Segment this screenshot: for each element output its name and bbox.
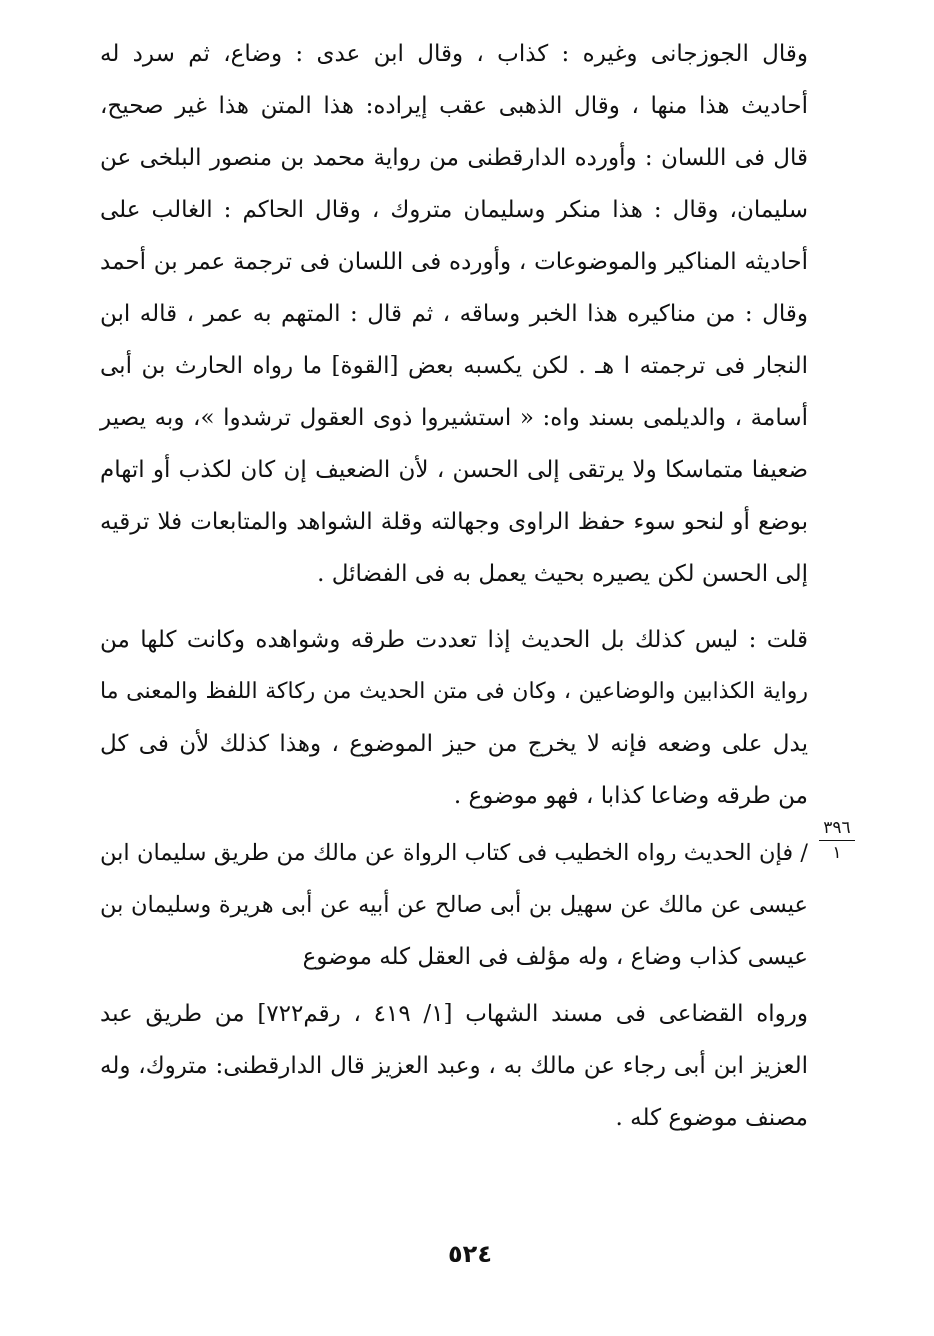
paragraph-1 (100, 28, 808, 600)
margin-reference (812, 818, 862, 863)
text-line: ورواه القضاعى فى مسند الشهاب [١/ ٤١٩ ، رقم٧٢٢] من طريق عبد (100, 1001, 808, 1027)
text-line: من طرقه وضاعا كذابا ، فهو موضوع . (453, 783, 808, 809)
text-line: يدل على وضعه فإنه لا يخرج من حيز الموضوع ، وهذا كذلك لأن فى كل (100, 731, 808, 757)
text-line: بوضع أو لنحو سوء حفظ الراوى وجهالته وقلة الشواهد والمتابعات فلا ترقيه (100, 509, 808, 535)
text-line: إلى الحسن لكن يصيره بحيث يعمل به فى الفضائل . (317, 561, 808, 587)
text-line: عيسى كذاب وضاع ، وله مؤلف فى العقل كله موضوع (302, 944, 808, 970)
text-line: أحاديثه المناكير والموضوعات ، وأورده فى اللسان فى ترجمة عمر بن أحمد (100, 249, 808, 275)
text-line: عيسى عن مالك عن سهيل بن أبى صالح عن أبيه عن أبى هريرة وسليمان بن (100, 892, 808, 918)
margin-reference-bottom: ١ (832, 843, 842, 863)
text-line: رواية الكذابين والوضاعين ، وكان فى متن الحديث من ركاكة اللفظ والمعنى ما (100, 679, 808, 704)
text-line: وقال : من مناكيره هذا الخبر وساقه ، ثم قال : المتهم به عمر ، قاله ابن (100, 301, 808, 327)
paragraph-2 (100, 614, 808, 822)
paragraph-3 (100, 827, 808, 983)
text-line: مصنف موضوع كله . (615, 1105, 808, 1131)
text-line: / فإن الحديث رواه الخطيب فى كتاب الرواة عن مالك من طريق سليمان ابن (100, 840, 808, 866)
text-line: قلت : ليس كذلك بل الحديث إذا تعددت طرقه وشواهده وكانت كلها من (100, 627, 808, 653)
text-line: أحاديث هذا منها ، وقال الذهبى عقب إيراده: هذا المتن هذا غير صحيح، (100, 93, 808, 119)
text-line: سليمان، وقال : هذا منكر وسليمان متروك ، وقال الحاكم : الغالب على (100, 197, 808, 223)
text-line: النجار فى ترجمته ا هـ . لكن يكسبه بعض [القوة] ما رواه الحارث بن أبى (100, 353, 808, 379)
text-line: العزيز ابن أبى رجاء عن مالك به ، وعبد العزيز قال الدارقطنى: متروك، وله (100, 1053, 808, 1079)
paragraph-4 (100, 988, 808, 1144)
page-number: ٥٢٤ (448, 1240, 492, 1268)
text-line: قال فى اللسان : وأورده الدارقطنى من رواية محمد بن منصور البلخى عن (100, 145, 808, 171)
text-line: أسامة ، والديلمى بسند واه: « استشيروا ذوى العقول ترشدوا »، وبه يصير (100, 405, 808, 431)
margin-reference-top: ٣٩٦ (823, 818, 851, 838)
text-line: وقال الجوزجانى وغيره : كذاب ، وقال ابن عدى : وضاع، ثم سرد له (100, 41, 808, 67)
text-line: ضعيفا متماسكا ولا يرتقى إلى الحسن ، لأن الضعيف إن كان لكذب أو اتهام (100, 457, 808, 483)
margin-reference-divider (819, 840, 855, 841)
